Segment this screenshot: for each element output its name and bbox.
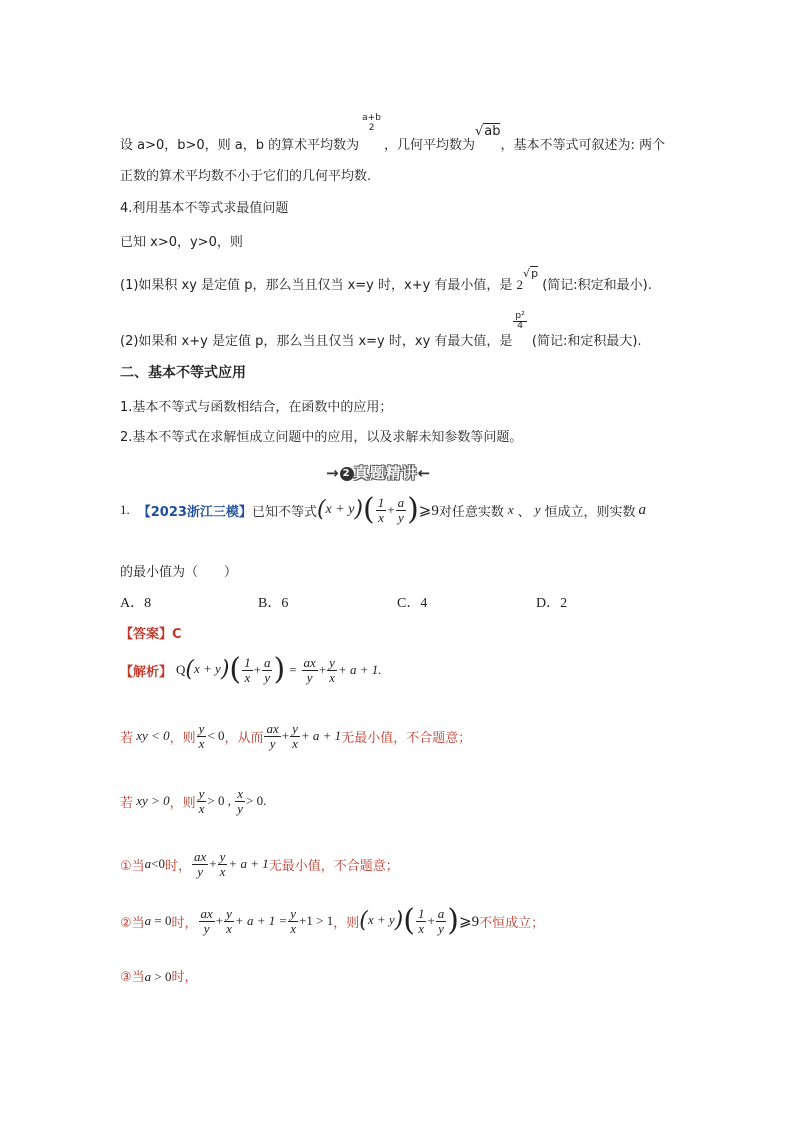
- heading-4: 4.利用基本不等式求最值问题: [120, 201, 289, 216]
- text: ，基本不等式可叙述为: 两个: [500, 138, 665, 153]
- section-banner: → 2 真题精讲←: [326, 464, 432, 482]
- sqrt: √p: [523, 267, 539, 280]
- question-tag: 【2023浙江三模】: [137, 504, 252, 520]
- question-1: 1. 【2023浙江三模】 已知不等式 (x + y) ( $\frac{1}{x}$ + $\frac{a}{y}$ ) ⩾9 对任意实数 x 、 y 恒成立，则实数 a: [120, 492, 646, 527]
- sub-case-3: ③当a > 0时，: [120, 969, 198, 985]
- item-1: (1)如果积 xy 是定值 p，那么当且仅当 x=y 时，x+y 有最小值，是 2√p (简记:积定和最小).: [120, 267, 652, 293]
- answer: 【答案】C: [120, 627, 182, 642]
- case-positive: 若 xy > 0 ，则 $\frac{y}{x}$ > 0 , $\frac{x}{y}$ > 0.: [120, 786, 267, 816]
- application-2: 2.基本不等式在求解恒成立问题中的应用，以及求解未知参数等问题。: [120, 430, 523, 445]
- option-b[interactable]: B．6: [258, 596, 289, 611]
- option-c[interactable]: C．4: [397, 596, 428, 611]
- analysis: 【解析】 Q (x + y) ( $\frac{1}{x}$ + $\frac{a}{y}$ ) = $\frac{ax}{y}$ + $\frac{y}{x}$ + a + 1.: [120, 652, 382, 687]
- application-1: 1.基本不等式与函数相结合，在函数中的应用；: [120, 400, 393, 415]
- sub-case-1: ①当 a <0 时， $\frac{ax}{y}$ + $\frac{y}{x}$ + a + 1 无最小值，不合题意；: [120, 849, 399, 879]
- number-badge: 2: [340, 467, 354, 481]
- question-1-line2: 的最小值为（ ）: [120, 565, 238, 580]
- option-d[interactable]: D．2: [536, 596, 568, 611]
- given-text: 已知 x>0，y>0，则: [120, 235, 243, 250]
- section-2-heading: 二、基本不等式应用: [120, 365, 246, 381]
- item-2: (2)如果和 x+y 是定值 p，那么当且仅当 x=y 时，xy 有最大值，是 $\frac{\text{p²}}{4}$ (简记:和定积最大).: [120, 310, 642, 349]
- paragraph-1-line2: 正数的算术平均数不小于它们的几何平均数.: [120, 169, 372, 184]
- paragraph-1: [120, 108, 665, 158]
- fraction: a+b 2: [362, 113, 381, 133]
- option-a[interactable]: A．8: [120, 596, 152, 611]
- case-negative: 若 xy < 0 ，则 $\frac{y}{x}$ < 0 ，从而 $\frac{ax}{y}$ + $\frac{y}{x}$ + a + 1 无最小值，不合题意；: [120, 721, 472, 751]
- text: ，几何平均数为: [383, 138, 475, 153]
- formula: (x + y): [316, 497, 364, 522]
- sub-case-2: ②当 a = 0 时， $\frac{ax}{y}$ + $\frac{y}{x}$ + a + 1 = $\frac{y}{x}$ +1 > 1 ，则 (x + y) ( $\frac{1}{x}$ + $\frac{a}{y}$ ) ⩾9 不恒成立；: [120, 903, 545, 938]
- text: 设 a>0，b>0，则 a，b 的算术平均数为: [120, 138, 360, 153]
- sqrt: √ab: [474, 124, 501, 139]
- fraction: $\frac{\text{p²}}{4}$: [515, 310, 525, 331]
